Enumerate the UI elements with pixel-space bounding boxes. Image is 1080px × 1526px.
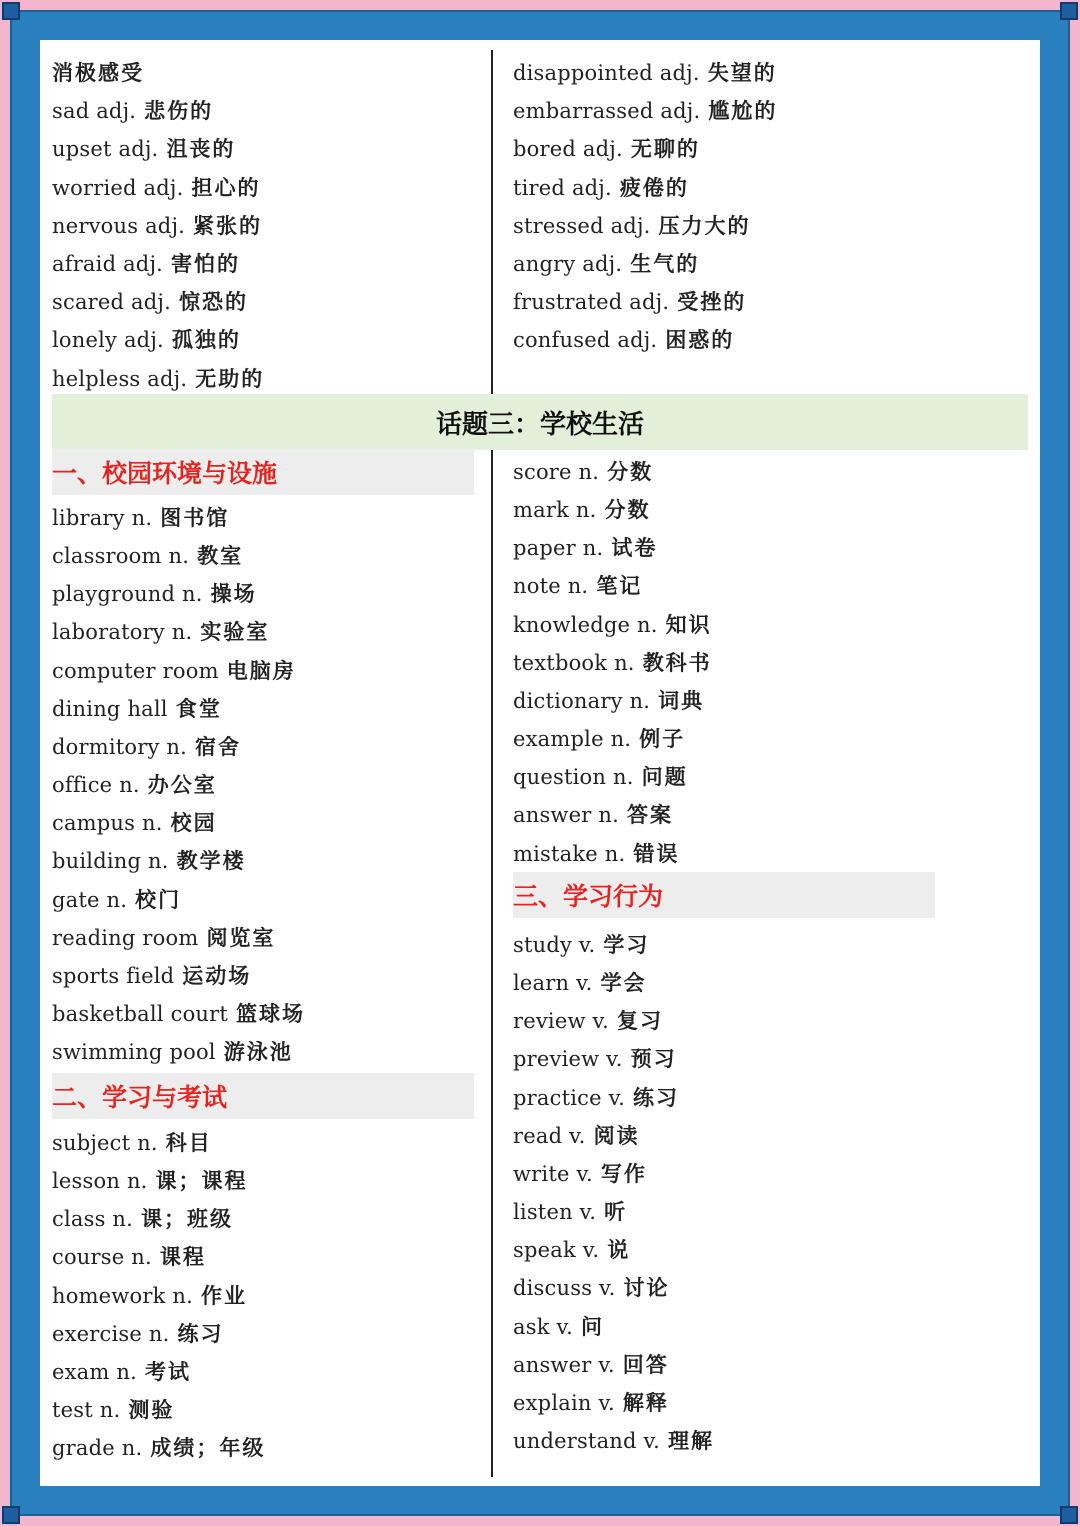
vocab-english: study v. — [513, 933, 596, 957]
vocab-english: note n. — [513, 574, 589, 599]
vocab-english: disappointed adj. — [513, 61, 700, 85]
vocab-english: playground n. — [52, 582, 203, 607]
vocab-chinese: 紧张的 — [193, 212, 263, 238]
vocab-entry — [52, 504, 229, 532]
vocab-chinese: 课程 — [159, 1244, 206, 1270]
vocab-chinese: 害怕的 — [171, 251, 241, 276]
vocab-entry — [52, 1129, 212, 1157]
vocab-entry — [52, 1205, 233, 1233]
vocab-entry — [513, 649, 712, 677]
vocab-entry — [513, 572, 642, 600]
vocab-english: nervous adj. — [52, 213, 186, 238]
vocab-entry — [52, 886, 181, 914]
vocab-chinese: 理解 — [668, 1427, 714, 1453]
vocab-english: tired adj. — [513, 175, 612, 200]
vocab-entry — [513, 763, 688, 791]
vocab-english: answer n. — [513, 803, 619, 828]
topic-title: 话题三：学校生活 — [52, 394, 1028, 450]
vocab-chinese: 解释 — [622, 1389, 669, 1415]
vocab-english: ask v. — [513, 1314, 573, 1339]
vocab-entry — [52, 733, 241, 761]
vocab-english: mark n. — [513, 498, 597, 523]
vocab-entry — [52, 924, 275, 952]
vocab-chinese: 悲伤的 — [144, 98, 214, 124]
vocab-entry — [52, 1167, 248, 1195]
vocab-entry — [513, 1045, 677, 1073]
vocab-english: classroom n. — [52, 544, 190, 569]
vocab-english: answer v. — [513, 1352, 615, 1377]
vocab-english: office n. — [52, 773, 140, 798]
vocab-chinese: 学习 — [603, 932, 650, 957]
vocab-english: confused adj. — [513, 328, 658, 353]
vocab-entry — [52, 250, 240, 278]
vocab-entry — [513, 931, 649, 959]
vocab-english: practice v. — [513, 1085, 626, 1110]
vocab-chinese: 校门 — [135, 886, 182, 912]
vocab-entry — [52, 1243, 206, 1271]
vocab-entry — [513, 288, 746, 316]
vocab-chinese: 错误 — [633, 840, 680, 866]
vocab-entry — [513, 840, 679, 868]
vocab-chinese: 说 — [607, 1237, 631, 1263]
vocab-english: building n. — [52, 849, 169, 874]
vocab-entry — [52, 1396, 174, 1424]
vocab-chinese: 写作 — [600, 1160, 647, 1186]
vocab-entry — [513, 611, 712, 639]
vocab-english: basketball court — [52, 1001, 229, 1026]
vocab-english: upset adj. — [52, 137, 159, 162]
vocab-chinese: 考试 — [144, 1358, 191, 1384]
vocab-english: lonely adj. — [52, 328, 164, 353]
vocab-english: dormitory n. — [52, 734, 188, 759]
vocab-chinese: 宿舍 — [195, 733, 242, 759]
vocab-chinese: 困惑的 — [665, 327, 735, 353]
corner-ornament — [1060, 2, 1078, 20]
vocab-english: understand v. — [513, 1428, 660, 1453]
vocab-chinese: 电脑房 — [226, 657, 296, 683]
vocab-entry — [52, 212, 262, 240]
vocab-chinese: 分数 — [604, 497, 651, 523]
vocab-chinese: 成绩；年级 — [150, 1435, 266, 1461]
vocab-english: score n. — [513, 460, 600, 484]
vocab-english: stressed adj. — [513, 213, 651, 238]
vocab-chinese: 操场 — [210, 581, 257, 607]
vocab-english: discuss v. — [513, 1276, 616, 1301]
vocab-chinese: 校园 — [170, 810, 217, 836]
vocab-english: speak v. — [513, 1238, 600, 1263]
vocab-chinese: 尴尬的 — [708, 98, 778, 124]
vocab-chinese: 办公室 — [147, 772, 217, 798]
vocab-entry — [513, 496, 650, 524]
vocab-chinese: 受挫的 — [677, 289, 747, 315]
vocab-entry — [513, 135, 700, 163]
vocab-english: dictionary n. — [513, 688, 651, 713]
vocab-chinese: 无聊的 — [630, 136, 700, 162]
vocab-english: sad adj. — [52, 99, 137, 124]
vocab-english: explain v. — [513, 1390, 615, 1415]
vocab-english: worried adj. — [52, 175, 184, 200]
vocab-chinese: 生气的 — [630, 251, 700, 276]
vocab-entry — [513, 1427, 714, 1455]
vocab-chinese: 问 — [580, 1313, 604, 1339]
vocab-entry — [52, 1358, 191, 1386]
vocab-entry — [513, 212, 751, 240]
vocab-english: bored adj. — [513, 137, 623, 162]
vocab-english: listen v. — [513, 1200, 597, 1225]
vocab-english: sports field — [52, 963, 175, 988]
vocab-chinese: 游泳池 — [223, 1039, 293, 1065]
vocab-entry — [513, 326, 734, 354]
vocab-chinese: 压力大的 — [658, 212, 751, 238]
vocab-english: lesson n. — [52, 1169, 148, 1194]
vocab-english: paper n. — [513, 536, 604, 561]
vocab-english: scared adj. — [52, 290, 171, 315]
vocab-chinese: 分数 — [607, 459, 654, 484]
vocab-entry — [52, 695, 222, 723]
vocab-chinese: 教学楼 — [176, 848, 246, 874]
vocab-chinese: 词典 — [658, 687, 705, 713]
vocab-chinese: 问题 — [641, 764, 688, 790]
vocab-chinese: 食堂 — [175, 695, 222, 721]
section-heading-study-exam: 二、学习与考试 — [52, 1073, 474, 1119]
vocab-english: example n. — [513, 727, 632, 752]
vocab-entry — [52, 1434, 265, 1462]
vocab-entry — [513, 1007, 663, 1035]
vocab-english: embarrassed adj. — [513, 99, 701, 124]
vocab-english: exercise n. — [52, 1321, 170, 1346]
vocab-english: knowledge n. — [513, 612, 658, 637]
vocab-english: test n. — [52, 1398, 121, 1423]
vocab-entry — [513, 534, 657, 562]
vocab-entry — [513, 250, 699, 278]
vocab-english: campus n. — [52, 811, 163, 836]
section-heading-campus: 一、校园环境与设施 — [52, 449, 474, 495]
vocab-english: angry adj. — [513, 252, 623, 276]
vocab-chinese: 无助的 — [195, 365, 265, 391]
corner-ornament — [2, 2, 20, 20]
vocab-chinese: 教室 — [197, 543, 244, 569]
vocab-english: question n. — [513, 765, 634, 790]
corner-ornament — [1060, 1506, 1078, 1524]
vocab-chinese: 担心的 — [191, 174, 261, 200]
vocab-english: homework n. — [52, 1283, 193, 1308]
vocab-english: swimming pool — [52, 1040, 216, 1065]
vocab-entry — [513, 1313, 604, 1341]
vocab-english: dining hall — [52, 696, 168, 721]
vocab-chinese: 篮球场 — [236, 1000, 306, 1026]
vocab-entry — [52, 288, 248, 316]
vocab-entry — [513, 1084, 679, 1112]
column-divider — [491, 450, 493, 1477]
vocab-chinese: 孤独的 — [171, 327, 241, 353]
vocab-entry — [52, 771, 217, 799]
vocab-entry — [513, 97, 777, 125]
vocab-entry — [52, 59, 144, 87]
vocab-chinese: 练习 — [633, 1084, 680, 1110]
vocab-entry — [52, 1000, 305, 1028]
vocab-entry — [513, 59, 777, 87]
vocab-chinese: 复习 — [616, 1008, 663, 1034]
vocab-chinese: 讨论 — [623, 1275, 670, 1301]
column-divider — [491, 50, 493, 394]
vocab-entry — [52, 326, 241, 354]
vocab-entry — [52, 1320, 224, 1348]
vocab-english: afraid adj. — [52, 252, 164, 276]
vocab-english: class n. — [52, 1207, 134, 1232]
vocab-chinese: 教科书 — [642, 649, 712, 675]
vocab-entry — [52, 1038, 293, 1066]
vocab-entry — [52, 365, 264, 393]
vocab-english: reading room — [52, 925, 199, 950]
vocab-chinese: 听 — [604, 1199, 628, 1225]
vocab-entry — [52, 542, 243, 570]
vocab-chinese: 沮丧的 — [166, 136, 236, 162]
vocab-english: computer room — [52, 658, 219, 683]
vocab-chinese: 答案 — [626, 802, 673, 828]
vocab-chinese: 知识 — [665, 611, 712, 637]
vocab-chinese: 笔记 — [596, 573, 643, 599]
vocab-chinese: 图书馆 — [160, 505, 230, 530]
vocab-entry — [52, 580, 257, 608]
vocab-english: gate n. — [52, 887, 128, 912]
vocab-chinese: 惊恐的 — [179, 289, 248, 315]
vocab-entry — [52, 657, 296, 685]
vocab-english: course n. — [52, 1245, 152, 1270]
vocab-entry — [52, 847, 246, 875]
section-heading-learning: 三、学习行为 — [513, 872, 935, 918]
vocab-english: textbook n. — [513, 650, 635, 675]
vocab-entry — [513, 1198, 627, 1226]
vocab-entry — [52, 174, 261, 202]
vocab-english: grade n. — [52, 1436, 143, 1461]
vocab-english: mistake n. — [513, 841, 626, 866]
vocab-chinese: 失望的 — [707, 60, 777, 85]
vocab-chinese: 回答 — [622, 1351, 669, 1377]
vocab-chinese: 课；班级 — [141, 1206, 234, 1232]
vocab-entry — [513, 1351, 669, 1379]
corner-ornament — [2, 1506, 20, 1524]
vocab-chinese: 课；课程 — [155, 1168, 248, 1194]
vocab-english: 消极感受 — [52, 60, 144, 85]
vocab-chinese: 测验 — [128, 1397, 175, 1423]
vocab-english: exam n. — [52, 1359, 137, 1384]
vocab-chinese: 作业 — [200, 1282, 247, 1308]
vocab-entry — [513, 458, 653, 486]
vocab-chinese: 阅览室 — [206, 924, 276, 950]
vocab-entry — [52, 618, 269, 646]
vocab-chinese: 科目 — [165, 1130, 212, 1155]
vocab-entry — [513, 1236, 630, 1264]
vocab-english: library n. — [52, 506, 153, 530]
vocab-entry — [52, 809, 217, 837]
vocab-chinese: 运动场 — [182, 962, 252, 988]
vocab-english: preview v. — [513, 1047, 623, 1072]
vocab-entry — [513, 1160, 647, 1188]
vocab-entry — [52, 1282, 247, 1310]
vocab-entry — [513, 174, 689, 202]
vocab-english: helpless adj. — [52, 366, 188, 391]
vocab-entry — [52, 97, 213, 125]
vocab-english: read v. — [513, 1123, 586, 1148]
vocab-english: write v. — [513, 1161, 593, 1186]
vocab-chinese: 实验室 — [200, 619, 270, 645]
vocab-chinese: 试卷 — [611, 535, 658, 561]
vocab-chinese: 例子 — [639, 726, 686, 752]
vocab-english: review v. — [513, 1009, 609, 1034]
vocab-entry — [513, 1389, 669, 1417]
vocab-entry — [513, 1274, 670, 1302]
vocab-chinese: 预习 — [630, 1046, 677, 1072]
vocab-entry — [52, 962, 251, 990]
vocab-chinese: 学会 — [600, 970, 647, 996]
vocab-chinese: 练习 — [177, 1320, 224, 1346]
vocab-entry — [513, 725, 685, 753]
vocab-entry — [513, 687, 704, 715]
vocab-chinese: 阅读 — [593, 1122, 640, 1148]
vocab-english: subject n. — [52, 1131, 158, 1155]
vocab-entry — [513, 969, 647, 997]
vocab-entry — [52, 135, 235, 163]
vocab-english: learn v. — [513, 971, 593, 996]
vocab-english: frustrated adj. — [513, 290, 670, 315]
vocab-chinese: 疲倦的 — [619, 174, 689, 200]
vocab-entry — [513, 1122, 640, 1150]
vocab-english: laboratory n. — [52, 620, 193, 645]
vocab-entry — [513, 801, 673, 829]
